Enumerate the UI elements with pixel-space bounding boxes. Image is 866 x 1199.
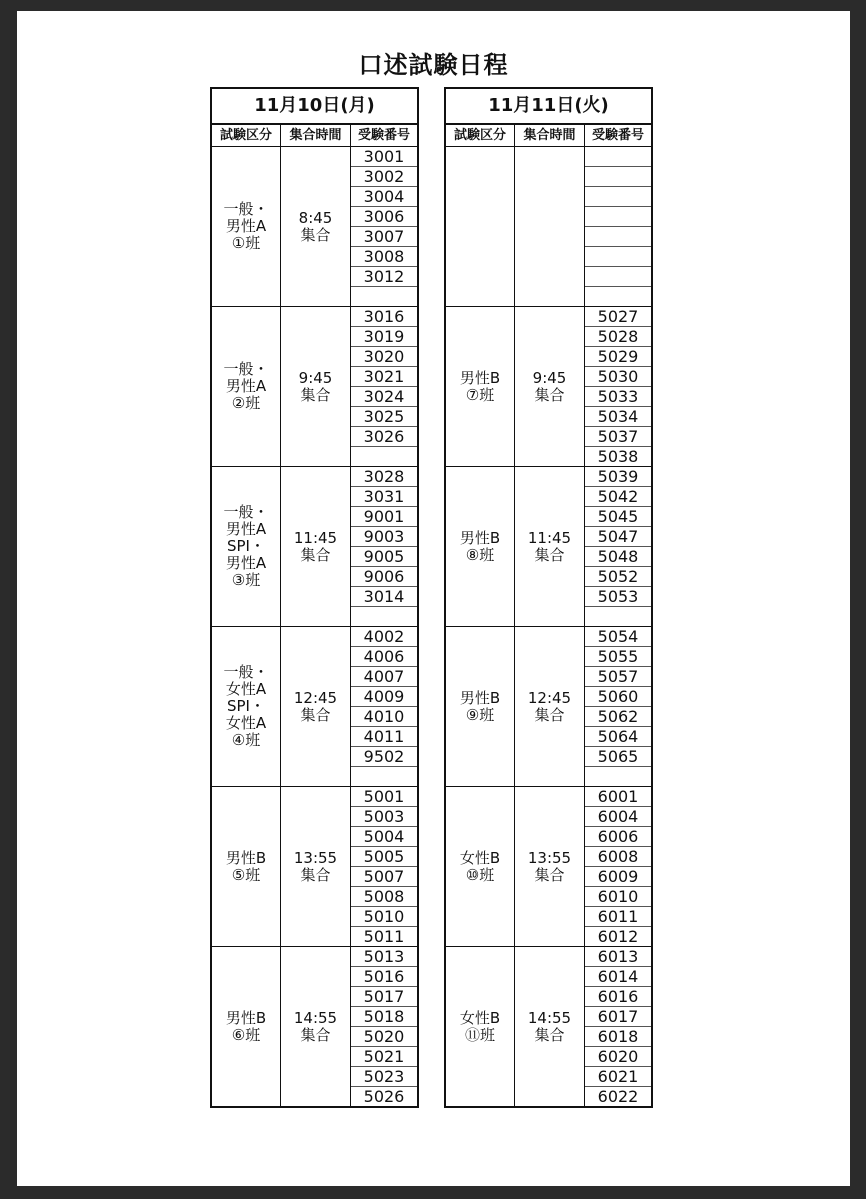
exam-number: 5060 bbox=[585, 687, 651, 707]
exam-number: 3001 bbox=[351, 147, 417, 167]
exam-number bbox=[351, 287, 417, 306]
exam-number: 9005 bbox=[351, 547, 417, 567]
exam-number: 3016 bbox=[351, 307, 417, 327]
exam-number-list bbox=[351, 467, 417, 626]
assembly-time: 12:45 集合 bbox=[281, 627, 351, 786]
group-block bbox=[446, 947, 651, 1106]
exam-number bbox=[585, 287, 651, 306]
exam-number: 3025 bbox=[351, 407, 417, 427]
exam-number: 6011 bbox=[585, 907, 651, 927]
exam-number: 5055 bbox=[585, 647, 651, 667]
column-header-category: 試験区分 bbox=[446, 125, 515, 146]
group-category: 男性B ⑤班 bbox=[212, 787, 281, 946]
assembly-time: 14:55 集合 bbox=[515, 947, 585, 1106]
exam-number: 4010 bbox=[351, 707, 417, 727]
assembly-time: 11:45 集合 bbox=[515, 467, 585, 626]
exam-number: 5030 bbox=[585, 367, 651, 387]
exam-number-list bbox=[585, 147, 651, 306]
group-block bbox=[446, 627, 651, 787]
exam-number bbox=[351, 447, 417, 466]
column-header-number: 受験番号 bbox=[591, 128, 644, 143]
exam-number-list bbox=[585, 947, 651, 1106]
group-block bbox=[446, 467, 651, 627]
exam-number bbox=[351, 607, 417, 626]
exam-number: 5048 bbox=[585, 547, 651, 567]
exam-number bbox=[585, 167, 651, 187]
exam-number: 5028 bbox=[585, 327, 651, 347]
group-category: 男性B ⑧班 bbox=[446, 467, 515, 626]
exam-number: 5045 bbox=[585, 507, 651, 527]
exam-number-list bbox=[351, 627, 417, 786]
schedule-table-day-2 bbox=[444, 87, 653, 1108]
exam-number: 3004 bbox=[351, 187, 417, 207]
exam-number: 4007 bbox=[351, 667, 417, 687]
exam-number: 3019 bbox=[351, 327, 417, 347]
exam-number: 5039 bbox=[585, 467, 651, 487]
group-category: 一般・ 男性A ②班 bbox=[212, 307, 281, 466]
exam-number-list bbox=[585, 307, 651, 466]
exam-number: 6017 bbox=[585, 1007, 651, 1027]
exam-number: 5003 bbox=[351, 807, 417, 827]
group-category: 一般・ 女性A SPI・ 女性A ④班 bbox=[212, 627, 281, 786]
exam-number bbox=[585, 247, 651, 267]
exam-number bbox=[585, 207, 651, 227]
assembly-time: 9:45 集合 bbox=[281, 307, 351, 466]
column-header-category: 試験区分 bbox=[212, 125, 281, 146]
exam-number: 5038 bbox=[597, 447, 639, 466]
exam-number-list bbox=[585, 467, 651, 626]
exam-number: 5005 bbox=[351, 847, 417, 867]
exam-number: 5016 bbox=[351, 967, 417, 987]
column-headers bbox=[446, 125, 651, 147]
date-header: 11月11日(火) bbox=[446, 89, 651, 125]
exam-number: 5065 bbox=[585, 747, 651, 767]
exam-number bbox=[585, 147, 651, 167]
schedule-table-day-1 bbox=[210, 87, 419, 1108]
exam-number: 5007 bbox=[351, 867, 417, 887]
exam-number: 5057 bbox=[585, 667, 651, 687]
exam-number bbox=[585, 187, 651, 207]
assembly-time bbox=[515, 147, 585, 306]
group-category: 男性B ⑦班 bbox=[446, 307, 515, 466]
assembly-time: 11:45 集合 bbox=[281, 467, 351, 626]
exam-number: 3021 bbox=[351, 367, 417, 387]
exam-number: 3012 bbox=[351, 267, 417, 287]
assembly-time: 8:45 集合 bbox=[281, 147, 351, 306]
exam-number: 5052 bbox=[585, 567, 651, 587]
group-block bbox=[446, 307, 651, 467]
exam-number: 5017 bbox=[351, 987, 417, 1007]
exam-number: 9502 bbox=[351, 747, 417, 767]
exam-number bbox=[351, 767, 417, 786]
assembly-time: 13:55 集合 bbox=[515, 787, 585, 946]
exam-number: 5034 bbox=[585, 407, 651, 427]
group-block bbox=[212, 627, 417, 787]
column-header-number: 受験番号 bbox=[357, 128, 410, 143]
exam-number: 6014 bbox=[585, 967, 651, 987]
assembly-time: 13:55 集合 bbox=[281, 787, 351, 946]
exam-number: 9001 bbox=[351, 507, 417, 527]
exam-number: 3024 bbox=[351, 387, 417, 407]
group-block bbox=[446, 787, 651, 947]
group-block bbox=[212, 787, 417, 947]
exam-number: 6008 bbox=[585, 847, 651, 867]
group-category: 一般・ 男性A SPI・ 男性A ③班 bbox=[212, 467, 281, 626]
exam-number: 9006 bbox=[351, 567, 417, 587]
assembly-time: 14:55 集合 bbox=[281, 947, 351, 1106]
document-page bbox=[17, 11, 850, 1186]
exam-number: 5004 bbox=[351, 827, 417, 847]
exam-number: 3020 bbox=[351, 347, 417, 367]
exam-number: 6012 bbox=[597, 927, 639, 946]
exam-number: 5042 bbox=[585, 487, 651, 507]
exam-number: 5053 bbox=[585, 587, 651, 607]
exam-number bbox=[585, 767, 651, 786]
exam-number: 3002 bbox=[351, 167, 417, 187]
exam-number: 6021 bbox=[585, 1067, 651, 1087]
exam-number: 5033 bbox=[585, 387, 651, 407]
exam-number: 3008 bbox=[351, 247, 417, 267]
group-block bbox=[212, 947, 417, 1106]
exam-number: 5047 bbox=[585, 527, 651, 547]
exam-number: 4011 bbox=[351, 727, 417, 747]
group-block bbox=[212, 307, 417, 467]
exam-number: 5018 bbox=[351, 1007, 417, 1027]
exam-number: 5054 bbox=[585, 627, 651, 647]
group-category: 男性B ⑨班 bbox=[446, 627, 515, 786]
exam-number: 5021 bbox=[351, 1047, 417, 1067]
exam-number: 5020 bbox=[351, 1027, 417, 1047]
exam-number: 6022 bbox=[597, 1087, 639, 1106]
exam-number bbox=[585, 607, 651, 626]
exam-number: 6020 bbox=[585, 1047, 651, 1067]
exam-number: 5001 bbox=[351, 787, 417, 807]
exam-number: 5013 bbox=[351, 947, 417, 967]
exam-number: 6016 bbox=[585, 987, 651, 1007]
exam-number bbox=[585, 267, 651, 287]
group-category bbox=[446, 147, 515, 306]
group-blocks bbox=[446, 147, 651, 1106]
exam-number: 3014 bbox=[351, 587, 417, 607]
exam-number-list bbox=[585, 787, 651, 946]
exam-number: 3028 bbox=[351, 467, 417, 487]
page-title: 口述試験日程 bbox=[358, 51, 509, 79]
column-header-time: 集合時間 bbox=[515, 125, 585, 146]
exam-number: 6001 bbox=[585, 787, 651, 807]
exam-number: 3026 bbox=[351, 427, 417, 447]
column-headers bbox=[212, 125, 417, 147]
exam-number: 5010 bbox=[351, 907, 417, 927]
exam-number: 5064 bbox=[585, 727, 651, 747]
exam-number: 5008 bbox=[351, 887, 417, 907]
exam-number: 4002 bbox=[351, 627, 417, 647]
exam-number: 5027 bbox=[585, 307, 651, 327]
exam-number: 4006 bbox=[351, 647, 417, 667]
exam-number: 6009 bbox=[585, 867, 651, 887]
exam-number: 3006 bbox=[351, 207, 417, 227]
group-category: 女性B ⑪班 bbox=[446, 947, 515, 1106]
group-category: 男性B ⑥班 bbox=[212, 947, 281, 1106]
group-block bbox=[212, 467, 417, 627]
exam-number-list bbox=[351, 147, 417, 306]
exam-number: 5023 bbox=[351, 1067, 417, 1087]
assembly-time: 12:45 集合 bbox=[515, 627, 585, 786]
exam-number: 5062 bbox=[585, 707, 651, 727]
exam-number: 6010 bbox=[585, 887, 651, 907]
date-header: 11月10日(月) bbox=[212, 89, 417, 125]
exam-number: 6018 bbox=[585, 1027, 651, 1047]
exam-number-list bbox=[351, 307, 417, 466]
group-category: 女性B ⑩班 bbox=[446, 787, 515, 946]
exam-number bbox=[585, 227, 651, 247]
exam-number: 4009 bbox=[351, 687, 417, 707]
exam-number: 6006 bbox=[585, 827, 651, 847]
exam-number: 5026 bbox=[363, 1087, 405, 1106]
exam-number: 3031 bbox=[351, 487, 417, 507]
exam-number: 5029 bbox=[585, 347, 651, 367]
exam-number: 3007 bbox=[351, 227, 417, 247]
assembly-time: 9:45 集合 bbox=[515, 307, 585, 466]
exam-number: 9003 bbox=[351, 527, 417, 547]
exam-number: 5011 bbox=[363, 927, 405, 946]
exam-number: 6013 bbox=[585, 947, 651, 967]
exam-number: 6004 bbox=[585, 807, 651, 827]
exam-number-list bbox=[351, 787, 417, 946]
exam-number-list bbox=[585, 627, 651, 786]
exam-number-list bbox=[351, 947, 417, 1106]
column-header-time: 集合時間 bbox=[281, 125, 351, 146]
group-blocks bbox=[212, 147, 417, 1106]
group-block bbox=[212, 147, 417, 307]
exam-number: 5037 bbox=[585, 427, 651, 447]
group-block bbox=[446, 147, 651, 307]
group-category: 一般・ 男性A ①班 bbox=[212, 147, 281, 306]
